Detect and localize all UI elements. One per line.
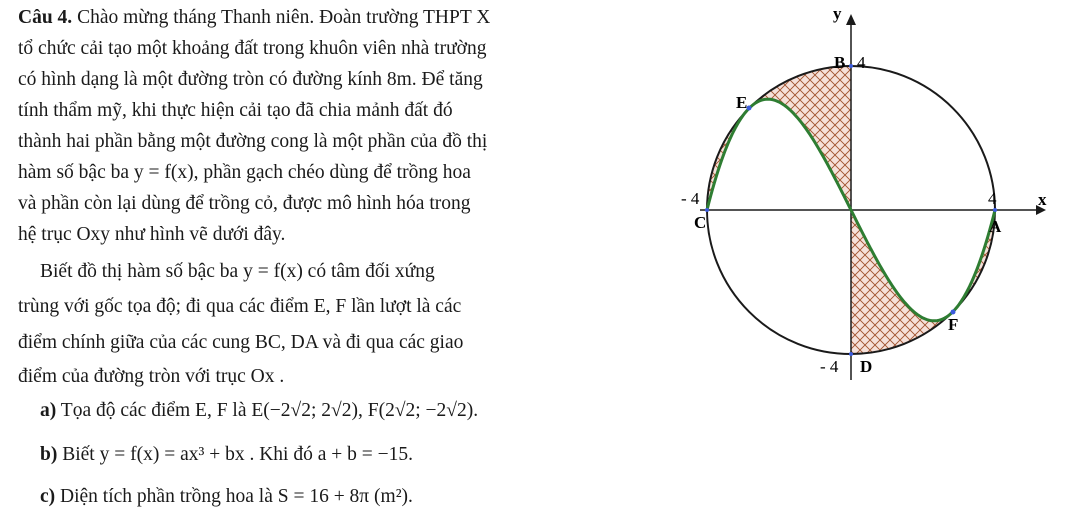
axis-x-label: x bbox=[1038, 190, 1047, 209]
problem-line-1 bbox=[18, 8, 490, 28]
point-c-label: C bbox=[694, 213, 707, 232]
flower-region-right bbox=[851, 210, 995, 354]
statement-b bbox=[40, 445, 413, 465]
problem-line-4: tính thẩm mỹ, khi thực hiện cải tạo đã chia mảnh đất đó bbox=[18, 100, 453, 121]
flower-region-left bbox=[707, 66, 851, 210]
statement-text: Tọa độ các điểm E, F là E(−2√2; 2√2), F(2√2; −2√2). bbox=[60, 400, 479, 421]
problem-line-8: hệ trục Oxy như hình vẽ dưới đây. bbox=[18, 224, 286, 245]
problem-line-10: trùng với gốc tọa độ; đi qua các điểm E, F lần lượt là các bbox=[18, 296, 462, 317]
statement-a bbox=[40, 401, 478, 421]
statement-text: Diện tích phần trồng hoa là S = 16 + 8π (m²). bbox=[60, 486, 413, 507]
problem-line-9: Biết đồ thị hàm số bậc ba y = f(x) có tâm đối xứng bbox=[40, 261, 435, 282]
problem-line-5: thành hai phần bằng một đường cong là một phần của đồ thị bbox=[18, 131, 488, 152]
y-axis-arrow-icon bbox=[846, 14, 856, 25]
point-a-label: A bbox=[989, 217, 1002, 236]
problem-line-2: tổ chức cải tạo một khoảng đất trong khuôn viên nhà trường bbox=[18, 38, 487, 59]
tick-pos-x: 4 bbox=[988, 189, 997, 208]
problem-line-12: điểm của đường tròn với trục Ox . bbox=[18, 366, 285, 387]
point-d-label: D bbox=[860, 357, 873, 376]
point-e-label: E bbox=[736, 93, 748, 112]
point-d-marker bbox=[849, 352, 853, 356]
problem-line-7: và phần còn lại dùng để trồng cỏ, được mô hình hóa trong bbox=[18, 193, 471, 214]
line-text: Chào mừng tháng Thanh niên. Đoàn trường THPT X bbox=[77, 7, 491, 28]
statement-label: b) bbox=[40, 444, 58, 465]
tick-pos-y: 4 bbox=[857, 53, 866, 72]
point-f-label: F bbox=[948, 315, 959, 334]
point-b-marker bbox=[849, 64, 853, 68]
statement-c bbox=[40, 487, 413, 507]
problem-line-11: điểm chính giữa của các cung BC, DA và đi qua các giao bbox=[18, 332, 464, 353]
problem-line-3: có hình dạng là một đường tròn có đường kính 8m. Để tăng bbox=[18, 69, 483, 90]
statement-text: Biết y = f(x) = ax³ + bx . Khi đó a + b = −15. bbox=[62, 444, 413, 465]
point-b-label: B bbox=[834, 53, 846, 72]
problem-line-6: hàm số bậc ba y = f(x), phần gạch chéo dùng để trồng hoa bbox=[18, 162, 471, 183]
statement-label: c) bbox=[40, 486, 56, 507]
statement-label: a) bbox=[40, 400, 57, 421]
question-heading: Câu 4. bbox=[18, 7, 73, 28]
tick-neg-x: - 4 bbox=[681, 189, 700, 208]
point-c-marker bbox=[705, 208, 709, 212]
axis-y-label: y bbox=[833, 4, 842, 23]
tick-neg-y: - 4 bbox=[820, 357, 839, 376]
point-f-marker bbox=[951, 310, 956, 315]
coordinate-figure bbox=[660, 0, 1090, 390]
point-a-marker bbox=[993, 208, 997, 212]
